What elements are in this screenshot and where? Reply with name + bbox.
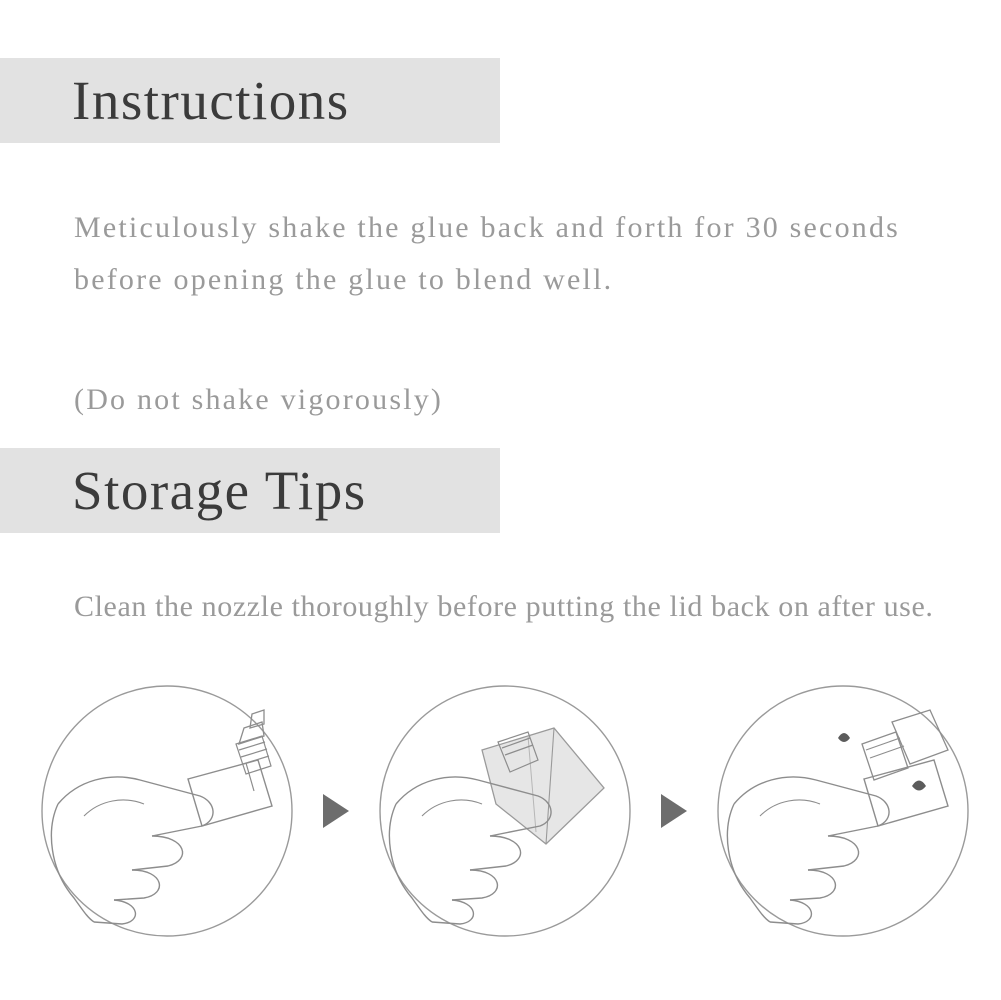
step-arrow-1 [323,794,349,828]
glue-bottle-nozzle-open-icon [40,684,294,938]
storage-paragraph-clean: Clean the nozzle thoroughly before putting the lid back on after use. [74,590,934,623]
instructions-paragraph-note: (Do not shake vigorously) [74,383,444,416]
illustration-panel-2 [378,684,632,938]
section-heading-instructions [0,58,500,143]
step-arrow-2 [661,794,687,828]
nozzle-cleaned-with-lid-icon [716,684,970,938]
section-heading-storage-tips [0,448,500,533]
illustration-panel-3 [716,684,970,938]
section-heading-instructions-label: Instructions [72,70,350,131]
illustration-panel-1 [40,684,294,938]
section-heading-storage-tips-label: Storage Tips [72,460,367,521]
instructions-paragraph-shake: Meticulously shake the glue back and forth for 30 seconds before opening the glue to blend well. [74,211,901,296]
wiping-nozzle-with-tissue-icon [378,684,632,938]
illustration-strip [40,676,970,946]
